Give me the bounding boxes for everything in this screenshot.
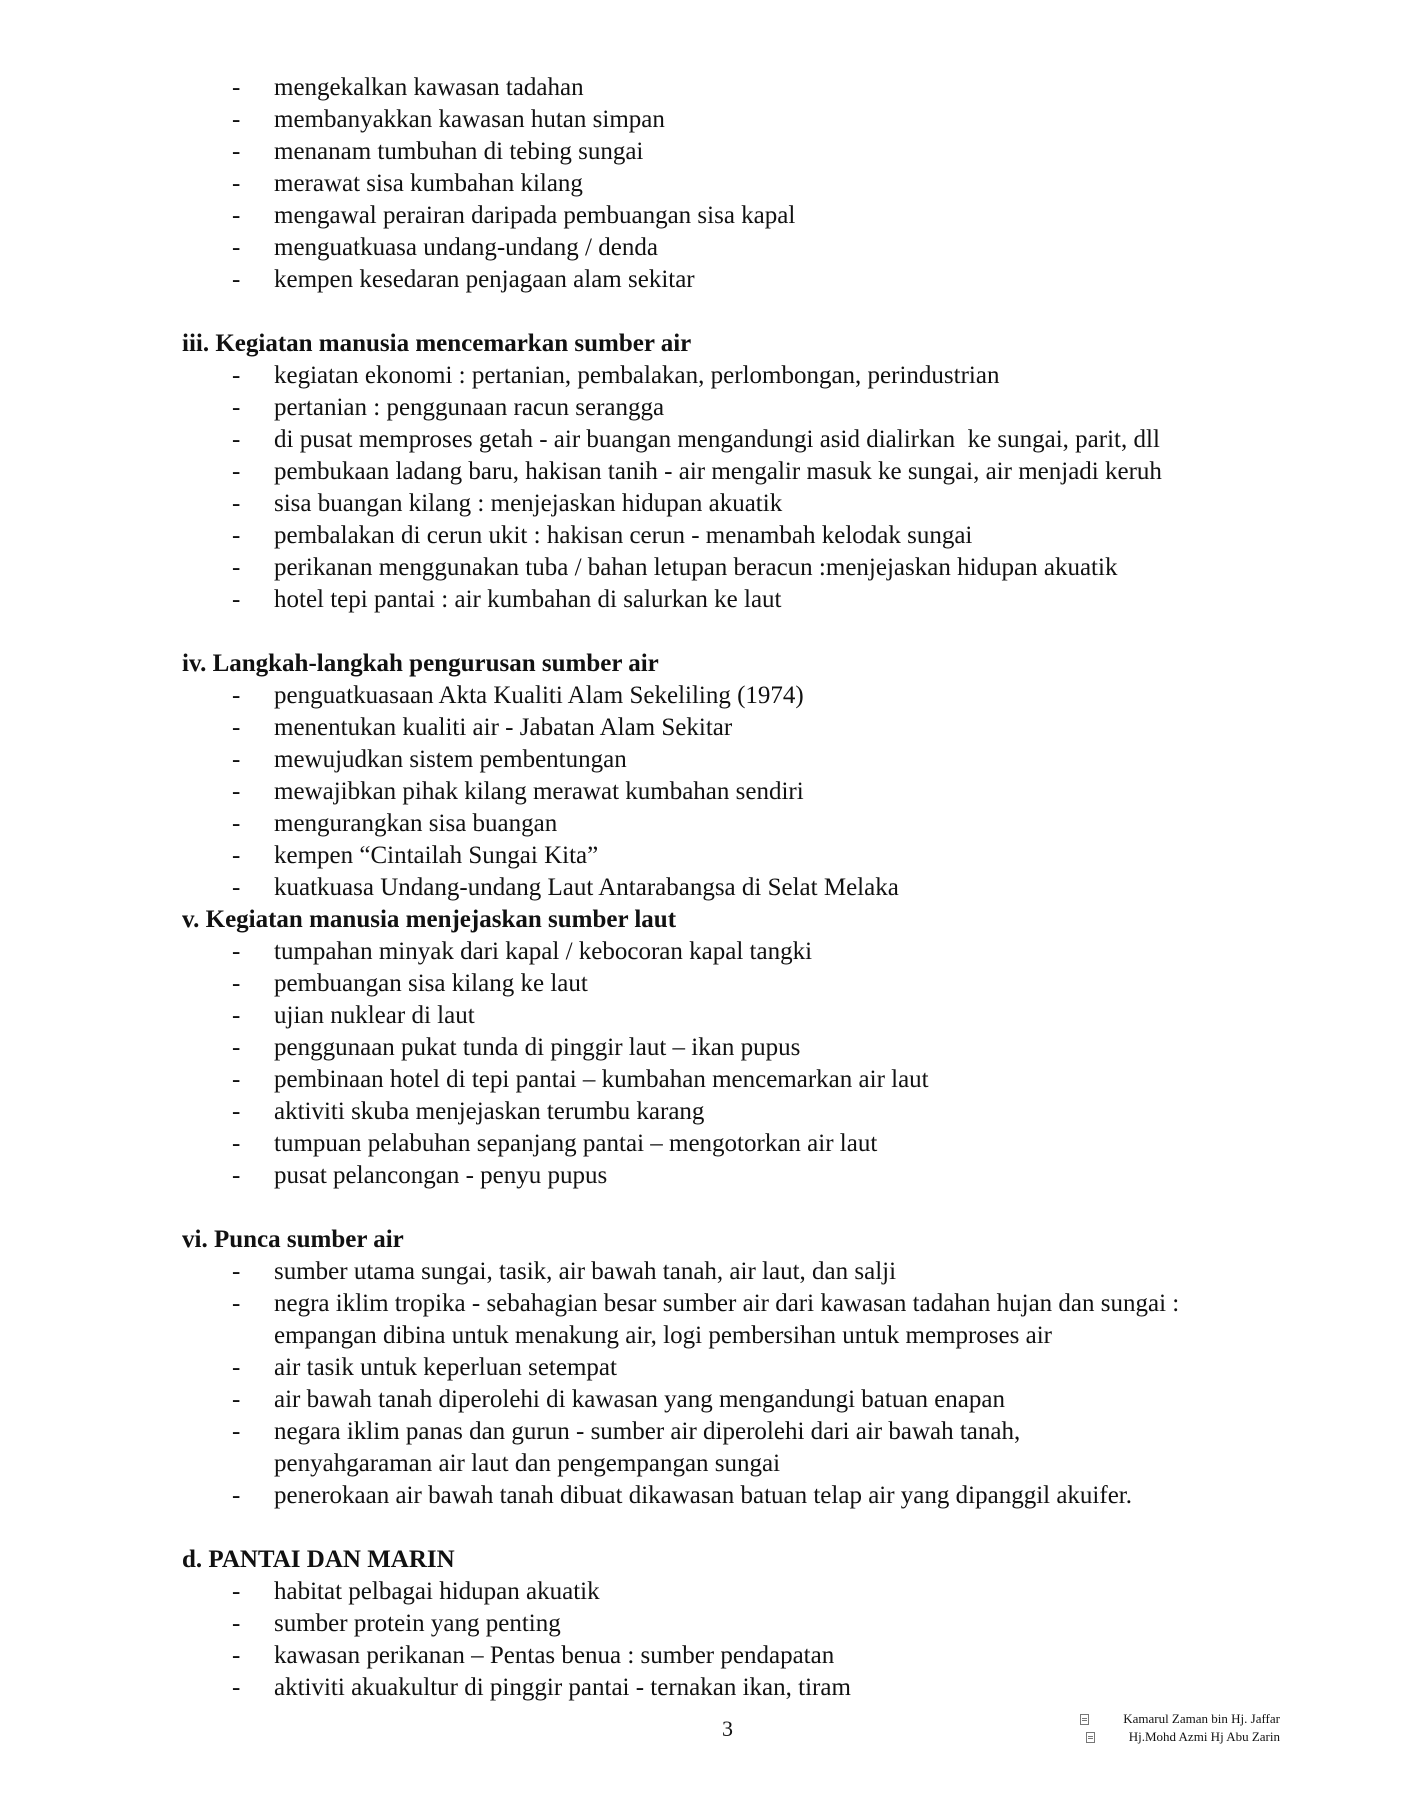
list-item	[182, 424, 1322, 456]
list-item	[182, 712, 1322, 744]
author-line	[1080, 1728, 1280, 1746]
section-marine-impact	[182, 904, 1322, 1192]
section-water-management	[182, 648, 1322, 904]
list-item	[182, 1096, 1322, 1128]
list-item	[182, 1480, 1322, 1512]
list-item	[182, 168, 1322, 200]
bullet-dash: -	[232, 938, 241, 965]
bullet-dash: -	[232, 202, 241, 229]
list-item	[182, 456, 1322, 488]
list-item-text: pembalakan di cerun ukit : hakisan cerun - menambah kelodak sungai	[274, 522, 973, 549]
bullet-dash: -	[232, 874, 241, 901]
list-item	[182, 808, 1322, 840]
list-item-text: mewujudkan sistem pembentungan	[274, 746, 627, 773]
bullet-dash: -	[232, 1258, 241, 1285]
bullet-dash: -	[232, 106, 241, 133]
list-item	[182, 264, 1322, 296]
section-heading: vi. Punca sumber air	[182, 1226, 404, 1253]
bullet-dash: -	[232, 458, 241, 485]
footer-authors	[1080, 1710, 1280, 1746]
list-item	[182, 360, 1322, 392]
list-item	[182, 840, 1322, 872]
bullet-list	[182, 1576, 1322, 1704]
bullet-list	[182, 1256, 1322, 1512]
list-item	[182, 72, 1322, 104]
list-item	[182, 136, 1322, 168]
list-item-text: pusat pelancongan - penyu pupus	[274, 1162, 608, 1189]
section-continuation	[182, 72, 1322, 296]
list-item-text: sisa buangan kilang : menjejaskan hidupan akuatik	[274, 490, 783, 517]
bullet-dash: -	[232, 1578, 241, 1605]
list-item	[182, 552, 1322, 584]
bullet-dash: -	[232, 394, 241, 421]
bullet-list	[182, 680, 1322, 904]
list-item-text: kempen “Cintailah Sungai Kita”	[274, 842, 599, 869]
list-item-text: penguatkuasaan Akta Kualiti Alam Sekeliling (1974)	[274, 682, 804, 709]
bullet-dash: -	[232, 810, 241, 837]
list-item	[182, 744, 1322, 776]
bullet-dash: -	[232, 1098, 241, 1125]
list-item-text: negra iklim tropika - sebahagian besar sumber air dari kawasan tadahan hujan dan sungai : empangan dibina untuk menakung air, logi pembersihan untuk memproses air	[274, 1290, 1180, 1349]
bullet-dash: -	[232, 1162, 241, 1189]
list-item-text: tumpahan minyak dari kapal / kebocoran kapal tangki	[274, 938, 813, 965]
list-item-text: air bawah tanah diperolehi di kawasan yang mengandungi batuan enapan	[274, 1386, 1005, 1413]
bullet-dash: -	[232, 1130, 241, 1157]
list-item	[182, 232, 1322, 264]
list-item-text: menguatkuasa undang-undang / denda	[274, 234, 658, 261]
list-item-text: aktiviti skuba menjejaskan terumbu karang	[274, 1098, 705, 1125]
list-item	[182, 1608, 1322, 1640]
list-item	[182, 1672, 1322, 1704]
bullet-list	[182, 72, 1322, 296]
document-icon	[1086, 1732, 1095, 1743]
list-item-text: merawat sisa kumbahan kilang	[274, 170, 583, 197]
list-item	[182, 1416, 1322, 1480]
list-item-text: sumber protein yang penting	[274, 1610, 561, 1637]
bullet-dash: -	[232, 842, 241, 869]
list-item	[182, 936, 1322, 968]
list-item	[182, 488, 1322, 520]
list-item-text: perikanan menggunakan tuba / bahan letupan beracun :menjejaskan hidupan akuatik	[274, 554, 1118, 581]
list-item-text: tumpuan pelabuhan sepanjang pantai – mengotorkan air laut	[274, 1130, 878, 1157]
bullet-dash: -	[232, 682, 241, 709]
list-item-text: aktiviti akuakultur di pinggir pantai - ternakan ikan, tiram	[274, 1674, 851, 1701]
bullet-list	[182, 360, 1322, 616]
list-item	[182, 520, 1322, 552]
list-item-text: kegiatan ekonomi : pertanian, pembalakan, perlombongan, perindustrian	[274, 362, 1000, 389]
list-item-text: penggunaan pukat tunda di pinggir laut – ikan pupus	[274, 1034, 801, 1061]
bullet-dash: -	[232, 714, 241, 741]
bullet-dash: -	[232, 586, 241, 613]
list-item-text: mewajibkan pihak kilang merawat kumbahan sendiri	[274, 778, 804, 805]
list-item	[182, 968, 1322, 1000]
list-item	[182, 1128, 1322, 1160]
bullet-dash: -	[232, 1034, 241, 1061]
list-item	[182, 1352, 1322, 1384]
list-item-text: hotel tepi pantai : air kumbahan di salurkan ke laut	[274, 586, 782, 613]
list-item-text: menentukan kualiti air - Jabatan Alam Sekitar	[274, 714, 733, 741]
list-item-text: pertanian : penggunaan racun serangga	[274, 394, 665, 421]
list-item	[182, 1160, 1322, 1192]
list-item-text: di pusat memproses getah - air buangan mengandungi asid dialirkan ke sungai, parit, dll	[274, 426, 1160, 453]
author-name: Hj.Mohd Azmi Hj Abu Zarin	[1128, 1729, 1280, 1744]
author-name: Kamarul Zaman bin Hj. Jaffar	[1123, 1711, 1280, 1726]
list-item	[182, 104, 1322, 136]
bullet-dash: -	[232, 234, 241, 261]
list-item-text: kempen kesedaran penjagaan alam sekitar	[274, 266, 695, 293]
list-item-text: mengawal perairan daripada pembuangan sisa kapal	[274, 202, 796, 229]
list-item-text: pembinaan hotel di tepi pantai – kumbahan mencemarkan air laut	[274, 1066, 929, 1093]
list-item-text: pembukaan ladang baru, hakisan tanih - air mengalir masuk ke sungai, air menjadi keruh	[274, 458, 1162, 485]
bullet-dash: -	[232, 1610, 241, 1637]
bullet-dash: -	[232, 522, 241, 549]
list-item-text: membanyakkan kawasan hutan simpan	[274, 106, 665, 133]
section-heading: d. PANTAI DAN MARIN	[182, 1546, 455, 1573]
list-item-text: negara iklim panas dan gurun - sumber air diperolehi dari air bawah tanah, penyahgaraman air laut dan pengempangan sungai	[274, 1418, 1021, 1477]
list-item	[182, 200, 1322, 232]
section-water-sources	[182, 1224, 1322, 1512]
bullet-dash: -	[232, 1290, 241, 1317]
list-item-text: habitat pelbagai hidupan akuatik	[274, 1578, 600, 1605]
bullet-list	[182, 936, 1322, 1192]
list-item	[182, 1000, 1322, 1032]
bullet-dash: -	[232, 1482, 241, 1509]
bullet-dash: -	[232, 170, 241, 197]
list-item	[182, 1576, 1322, 1608]
bullet-dash: -	[232, 778, 241, 805]
list-item	[182, 1256, 1322, 1288]
list-item-text: sumber utama sungai, tasik, air bawah tanah, air laut, dan salji	[274, 1258, 897, 1285]
list-item-text: mengekalkan kawasan tadahan	[274, 74, 584, 101]
section-pollution-activities	[182, 328, 1322, 616]
page-content	[182, 72, 1322, 1704]
bullet-dash: -	[232, 970, 241, 997]
section-heading: v. Kegiatan manusia menjejaskan sumber laut	[182, 906, 677, 933]
bullet-dash: -	[232, 1354, 241, 1381]
list-item	[182, 872, 1322, 904]
list-item-text: kawasan perikanan – Pentas benua : sumber pendapatan	[274, 1642, 835, 1669]
list-item-text: kuatkuasa Undang-undang Laut Antarabangsa di Selat Melaka	[274, 874, 899, 901]
list-item-text: penerokaan air bawah tanah dibuat dikawasan batuan telap air yang dipanggil akuifer.	[274, 1482, 1132, 1509]
list-item-text: ujian nuklear di laut	[274, 1002, 475, 1029]
list-item	[182, 1640, 1322, 1672]
bullet-dash: -	[232, 138, 241, 165]
bullet-dash: -	[232, 1066, 241, 1093]
page-number: 3	[722, 1716, 733, 1741]
section-heading: iii. Kegiatan manusia mencemarkan sumber air	[182, 330, 692, 357]
bullet-dash: -	[232, 426, 241, 453]
list-item	[182, 584, 1322, 616]
bullet-dash: -	[232, 1418, 241, 1445]
section-heading: iv. Langkah-langkah pengurusan sumber air	[182, 650, 659, 677]
bullet-dash: -	[232, 1386, 241, 1413]
bullet-dash: -	[232, 362, 241, 389]
list-item	[182, 392, 1322, 424]
list-item	[182, 680, 1322, 712]
list-item-text: air tasik untuk keperluan setempat	[274, 1354, 617, 1381]
list-item	[182, 1384, 1322, 1416]
bullet-dash: -	[232, 746, 241, 773]
bullet-dash: -	[232, 1002, 241, 1029]
bullet-dash: -	[232, 1674, 241, 1701]
list-item	[182, 1064, 1322, 1096]
document-icon	[1080, 1714, 1089, 1725]
list-item-text: pembuangan sisa kilang ke laut	[274, 970, 588, 997]
list-item	[182, 1288, 1322, 1352]
bullet-dash: -	[232, 74, 241, 101]
list-item	[182, 1032, 1322, 1064]
bullet-dash: -	[232, 490, 241, 517]
bullet-dash: -	[232, 266, 241, 293]
bullet-dash: -	[232, 1642, 241, 1669]
list-item-text: menanam tumbuhan di tebing sungai	[274, 138, 644, 165]
author-line	[1080, 1710, 1280, 1728]
section-coast-marine	[182, 1544, 1322, 1704]
list-item	[182, 776, 1322, 808]
bullet-dash: -	[232, 554, 241, 581]
list-item-text: mengurangkan sisa buangan	[274, 810, 558, 837]
